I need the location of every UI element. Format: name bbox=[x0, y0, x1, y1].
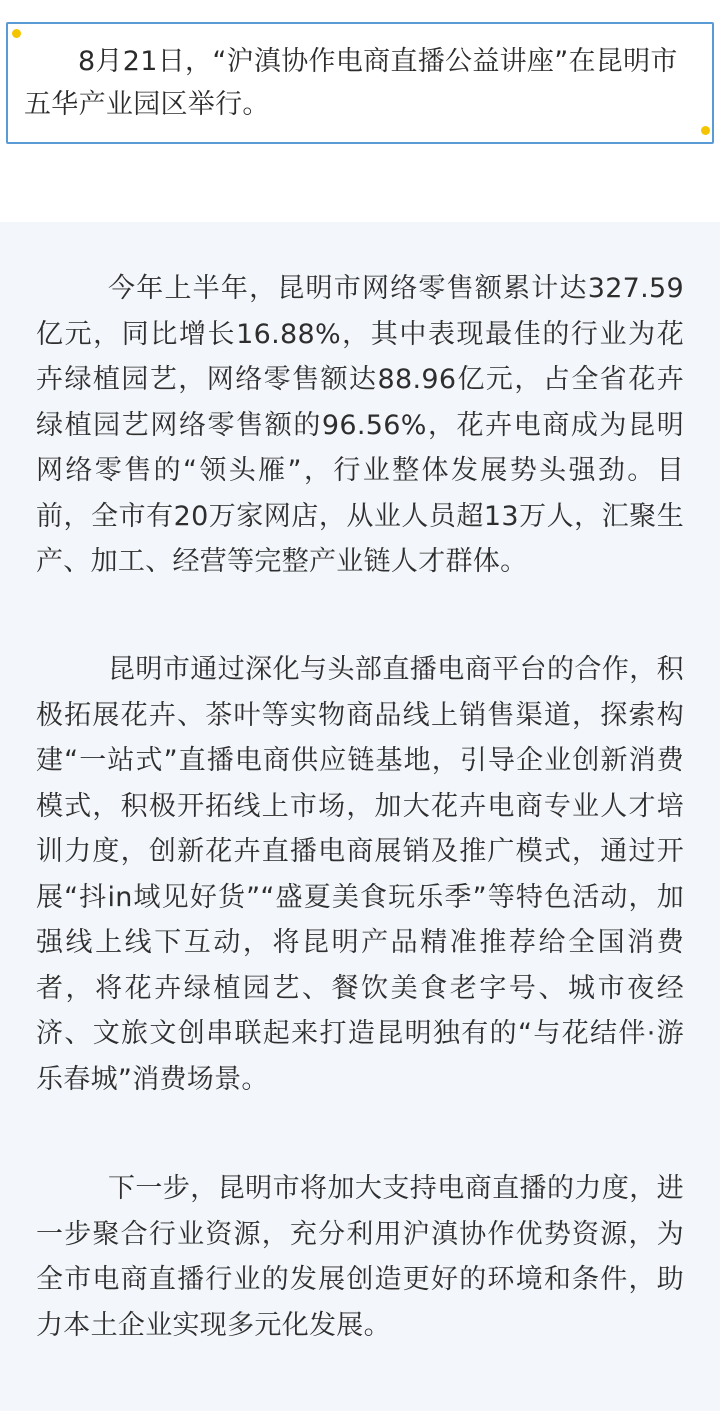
article-paragraph: 昆明市通过深化与头部直播电商平台的合作，积极拓展花卉、茶叶等实物商品线上销售渠道，探索构建“一站式”直播电商供应链基地，引导企业创新消费模式，积极开拓线上市场，加大花卉电商专业人才培训力度，创新花卉直播电商展销及推广模式，通过开展“抖in域见好货”“盛夏美食玩乐季”等特色活动，加强线上线下互动，将昆明产品精准推荐给全国消费者，将花卉绿植园艺、餐饮美食老字号、城市夜经济、文旅文创串联起来打造昆明独有的“与花结伴·游乐春城”消费场景。 bbox=[36, 654, 684, 1095]
photo-caption-text: 8月21日，“沪滇协作电商直播公益讲座”在昆明市五华产业园区举行。 bbox=[24, 46, 678, 120]
photo-caption-box bbox=[6, 22, 714, 144]
decorative-dot-icon bbox=[701, 126, 710, 135]
article-paragraph: 下一步，昆明市将加大支持电商直播的力度，进一步聚合行业资源，充分利用沪滇协作优势资源，为全市电商直播行业的发展创造更好的环境和条件，助力本土企业实现多元化发展。 bbox=[36, 1173, 684, 1341]
article-paragraph: 今年上半年，昆明市网络零售额累计达327.59亿元，同比增长16.88%，其中表现最佳的行业为花卉绿植园艺，网络零售额达88.96亿元，占全省花卉绿植园艺网络零售额的96.56%，花卉电商成为昆明网络零售的“领头雁”，行业整体发展势头强劲。目前，全市有20万家网店，从业人员超13万人，汇聚生产、加工、经营等完整产业链人才群体。 bbox=[36, 273, 684, 577]
article-body bbox=[0, 222, 720, 1411]
decorative-dot-icon bbox=[12, 29, 21, 38]
